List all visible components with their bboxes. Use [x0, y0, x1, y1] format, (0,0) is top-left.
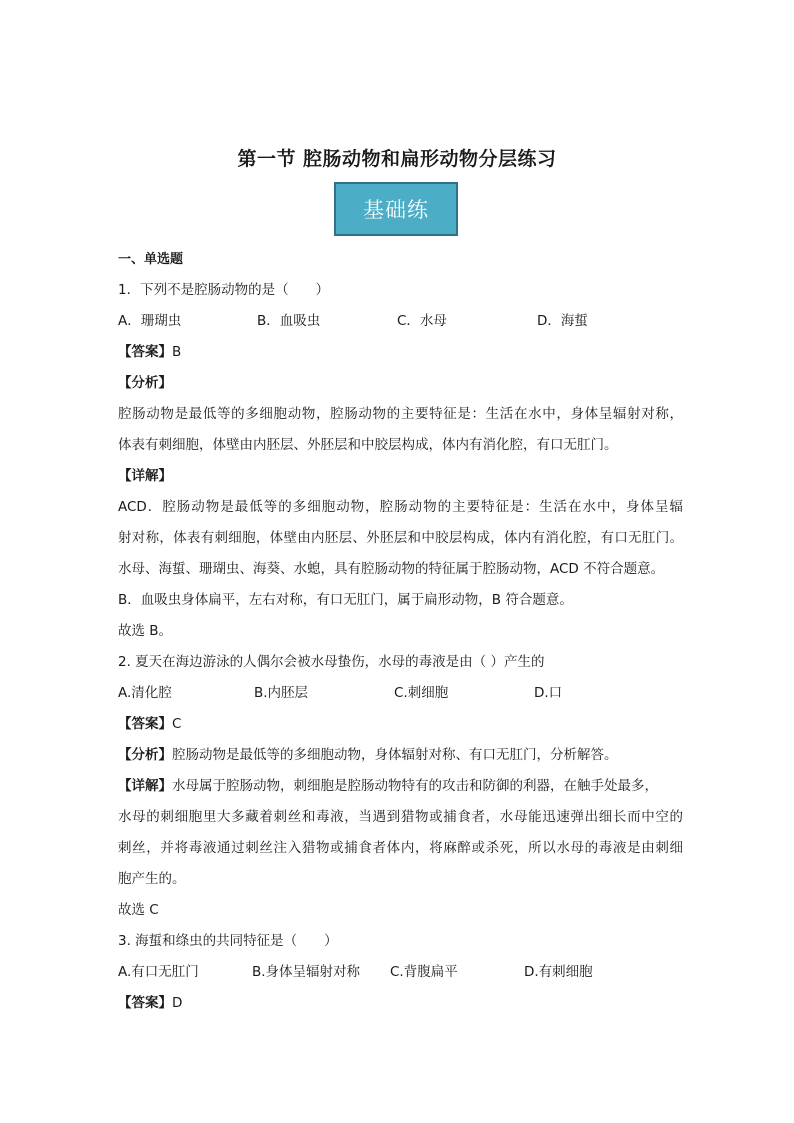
- option-a: A.清化腔: [118, 685, 172, 701]
- detail-line: 射对称，体表有刺细胞，体壁由内胚层、外胚层和中胶层构成，体内有消化腔，有口无肛门。: [118, 530, 683, 546]
- answer-tag: 【答案】: [118, 995, 172, 1011]
- analysis-line: 体表有刺细胞，体壁由内胚层、外胚层和中胶层构成，体内有消化腔，有口无肛门。: [118, 437, 618, 453]
- question-1-detail-tag: 【详解】: [118, 468, 172, 484]
- question-1-stem: 1．下列不是腔肠动物的是（ ）: [118, 282, 330, 298]
- page-title: 第一节 腔肠动物和扁形动物分层练习: [237, 148, 557, 170]
- question-3-options: [118, 957, 683, 988]
- question-3-answer: [118, 988, 683, 1019]
- question-3-stem: 3. 海蜇和绦虫的共同特征是（ ）: [118, 933, 338, 949]
- question-2-stem: 2. 夏天在海边游泳的人偶尔会被水母蛰伤，水母的毒液是由（ ）产生的: [118, 654, 545, 670]
- option-a: A.有口无肛门: [118, 964, 199, 980]
- option-d: D.口: [534, 685, 563, 701]
- question-1-answer: [118, 337, 683, 368]
- option-d: D．海蜇: [537, 313, 588, 329]
- answer-tag: 【答案】: [118, 344, 172, 360]
- question-2-detail: 【详解】水母属于腔肠动物，刺细胞是腔肠动物特有的攻击和防御的利器，在触手处最多，: [118, 778, 658, 794]
- option-a: A．珊瑚虫: [118, 313, 182, 329]
- level-badge: 基础练: [334, 182, 458, 236]
- detail-line: B．血吸虫身体扁平，左右对称，有口无肛门，属于扁形动物，B 符合题意。: [118, 592, 573, 608]
- option-b: B.内胚层: [254, 685, 309, 701]
- question-2-answer: [118, 709, 683, 740]
- analysis-line: 腔肠动物是最低等的多细胞动物，腔肠动物的主要特征是：生活在水中，身体呈辐射对称，: [118, 406, 683, 422]
- option-c: C．水母: [397, 313, 447, 329]
- detail-line: ACD．腔肠动物是最低等的多细胞动物，腔肠动物的主要特征是：生活在水中，身体呈辐: [118, 499, 683, 515]
- option-b: B．血吸虫: [257, 313, 321, 329]
- question-1-analysis-tag: 【分析】: [118, 375, 172, 391]
- option-c: C.刺细胞: [394, 685, 449, 701]
- detail-line: 水母、海蜇、珊瑚虫、海葵、水螅，具有腔肠动物的特征属于腔肠动物，ACD 不符合题意。: [118, 561, 665, 577]
- option-d: D.有刺细胞: [524, 964, 593, 980]
- answer-value: C: [172, 716, 182, 732]
- answer-value: B: [172, 344, 182, 360]
- content: [118, 244, 683, 1019]
- section-heading: 一、单选题: [118, 252, 184, 267]
- question-2-options: [118, 678, 683, 709]
- detail-line: 刺丝，并将毒液通过刺丝注入猎物或捕食者体内，将麻醉或杀死，所以水母的毒液是由刺细: [118, 840, 683, 856]
- option-c: C.背腹扁平: [390, 964, 458, 980]
- detail-line: 胞产生的。: [118, 871, 186, 887]
- detail-line: 水母的刺细胞里大多藏着刺丝和毒液，当遇到猎物或捕食者，水母能迅速弹出细长而中空的: [118, 809, 683, 825]
- option-b: B.身体呈辐射对称: [252, 964, 361, 980]
- question-2-analysis: 【分析】腔肠动物是最低等的多细胞动物，身体辐射对称、有口无肛门，分析解答。: [118, 747, 618, 763]
- detail-line: 故选 C: [118, 902, 159, 918]
- detail-line: 故选 B。: [118, 623, 173, 639]
- answer-tag: 【答案】: [118, 716, 172, 732]
- answer-value: D: [172, 995, 183, 1011]
- question-1-options: [118, 306, 683, 337]
